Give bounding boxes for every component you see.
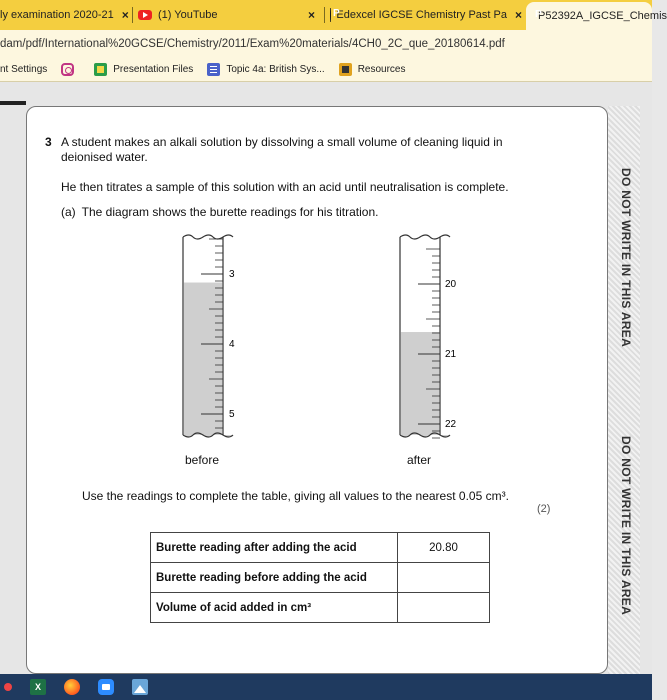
tick-label: 21 <box>445 349 457 360</box>
question-paragraph: He then titrates a sample of this solution with an acid until neutralisation is complete. <box>61 180 509 194</box>
instagram-icon <box>61 63 74 76</box>
bookmark-label: Resources <box>357 64 406 75</box>
answer-table <box>150 532 490 623</box>
tab-separator <box>324 7 325 23</box>
tab-title: ly examination 2020-21 <box>0 9 114 21</box>
row-value[interactable] <box>398 593 490 623</box>
taskbar <box>0 674 652 700</box>
address-bar[interactable] <box>0 30 652 58</box>
tick-label: 4 <box>229 339 235 350</box>
row-label: Volume of acid added in cm³ <box>151 593 398 623</box>
row-value[interactable] <box>398 563 490 593</box>
youtube-icon <box>138 10 152 20</box>
close-icon[interactable]: × <box>121 8 129 22</box>
page-divider <box>0 101 26 105</box>
row-label: Burette reading before adding the acid <box>151 563 398 593</box>
liquid-level <box>184 283 223 435</box>
burette-label-before: before <box>185 453 220 467</box>
firefox-icon[interactable] <box>64 679 80 695</box>
bookmark-settings[interactable] <box>0 64 47 75</box>
tab-p52392a[interactable] <box>526 2 667 30</box>
close-icon[interactable]: × <box>308 8 316 22</box>
tab-separator <box>132 7 133 23</box>
row-label: Burette reading after adding the acid <box>151 533 398 563</box>
marks-label: (2) <box>537 503 551 515</box>
tab-examination[interactable] <box>0 0 128 30</box>
tick-label: 5 <box>229 409 235 420</box>
do-not-write-notice: DO NOT WRITE IN THIS AREA <box>619 168 633 348</box>
tab-title: (1) YouTube <box>158 9 218 21</box>
bookmark-label: Presentation Files <box>113 64 194 75</box>
tab-title: Edexcel IGCSE Chemistry Past Pa <box>336 9 507 21</box>
tab-edexcel[interactable] <box>330 0 522 30</box>
liquid-level <box>401 332 440 435</box>
part-text: The diagram shows the burette readings for his titration. <box>81 205 379 219</box>
bookmark-resources[interactable] <box>339 63 406 76</box>
tab-strip <box>0 0 667 30</box>
do-not-write-notice: DO NOT WRITE IN THIS AREA <box>619 436 633 616</box>
zoom-icon[interactable] <box>98 679 114 695</box>
part-label: (a) <box>61 205 76 219</box>
bookmark-presentation-files[interactable] <box>94 63 193 76</box>
bookmark-label: Topic 4a: British Sys... <box>226 64 325 75</box>
burette-after <box>400 235 457 438</box>
question-number: 3 <box>45 135 52 149</box>
burette-label-after: after <box>407 453 432 467</box>
tick-label: 20 <box>445 279 457 290</box>
red-dot-icon <box>4 683 12 691</box>
tab-title: P52392A_IGCSE_Chemis <box>538 10 667 22</box>
bookmarks-bar <box>0 58 652 82</box>
table-row <box>151 563 490 593</box>
tab-youtube[interactable] <box>138 0 320 30</box>
question-intro: A student makes an alkali solution by dissolving a small volume of cleaning liquid in deionised water. <box>61 135 503 164</box>
question-part-a <box>61 205 379 219</box>
burette-before <box>183 235 235 437</box>
close-icon[interactable]: × <box>514 8 522 22</box>
bookmark-topic-4a[interactable] <box>207 63 324 76</box>
doc-icon <box>207 63 220 76</box>
url-text: dam/pdf/International%20GCSE/Chemistry/2011/Exam%20materials/4CH0_2C_que_20180614.pdf <box>0 38 505 50</box>
resources-icon <box>339 63 352 76</box>
excel-icon[interactable]: X <box>30 679 46 695</box>
green-folder-icon <box>94 63 107 76</box>
burette-diagram <box>27 225 609 465</box>
bookmark-label: nt Settings <box>0 64 48 75</box>
table-row <box>151 533 490 563</box>
tick-label: 22 <box>445 419 457 430</box>
table-row <box>151 593 490 623</box>
photos-icon[interactable] <box>132 679 148 695</box>
bookmark-instagram[interactable] <box>61 63 80 76</box>
pdf-page <box>26 106 608 674</box>
instruction-text: Use the readings to complete the table, giving all values to the nearest 0.05 cm³. <box>82 489 509 503</box>
row-value[interactable]: 20.80 <box>398 533 490 563</box>
tick-label: 3 <box>229 269 235 280</box>
